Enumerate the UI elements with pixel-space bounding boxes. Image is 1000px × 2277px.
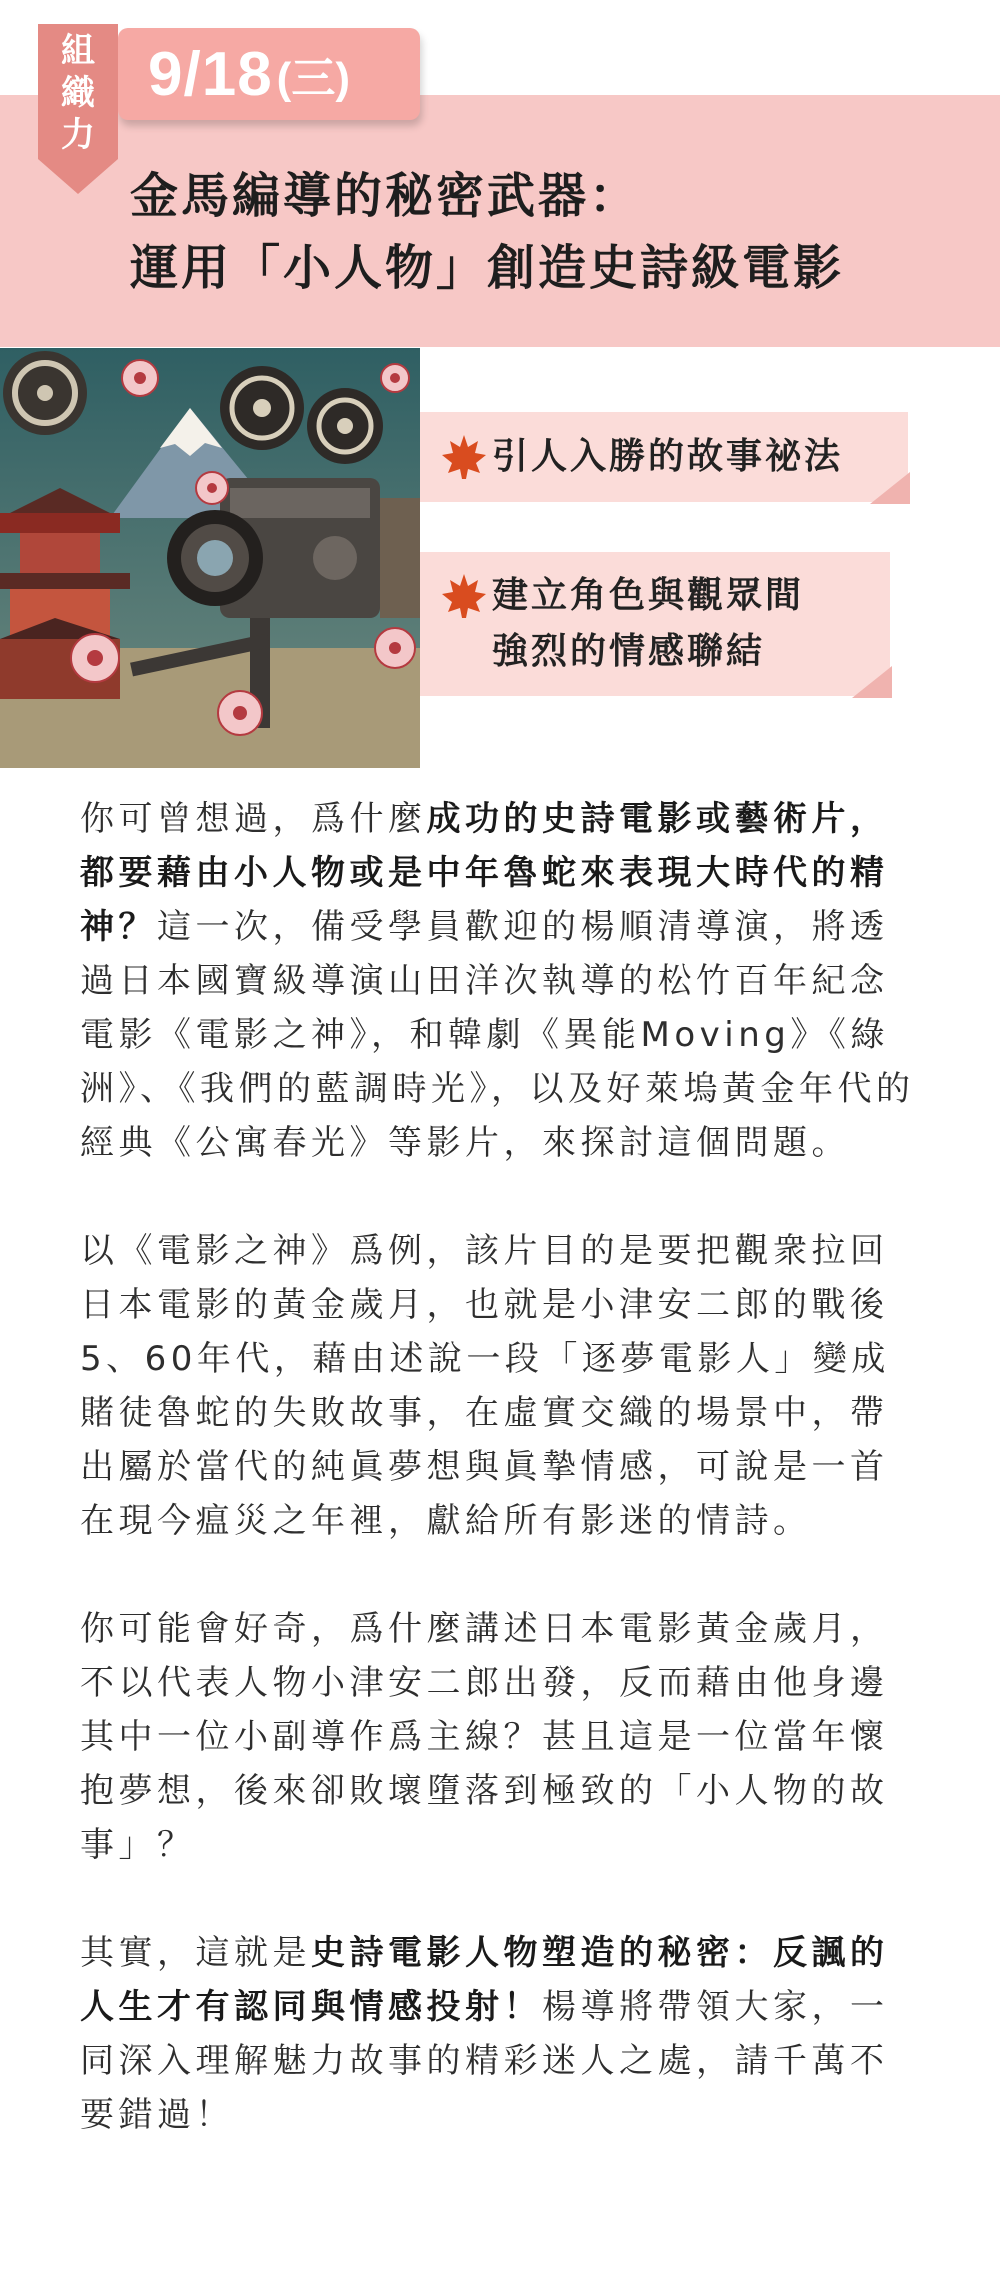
date-day: 9/18	[148, 39, 273, 109]
date-weekday: (三)	[276, 54, 350, 103]
page-title	[130, 160, 844, 304]
emphasis-text: 成功的史詩電影或藝術片，都要藉由小人物或是中年魯蛇來表現大時代的精神？	[80, 799, 889, 947]
key-point-text-line-1: 建立角色與觀眾間	[492, 575, 805, 616]
date-tab	[118, 28, 420, 120]
maple-leaf-icon	[440, 433, 488, 481]
title-line-2: 運用「小人物」創造史詩級電影	[130, 240, 845, 296]
ribbon-char: 織	[61, 73, 95, 113]
paragraph-2: 以《電影之神》爲例，該片目的是要把觀衆拉回日本電影的黃金歲月，也就是小津安二郎的戰後5、60年代，藉由述說一段「逐夢電影人」變成賭徒魯蛇的失敗故事，在虛實交織的場景中，帶出屬於當代的純眞夢想與眞摯情感，可說是一首在現今瘟災之年裡，獻給所有影迷的情詩。	[80, 1231, 890, 1541]
text-span: 你可曾想過，爲什麼	[80, 799, 427, 839]
corner-fold	[870, 472, 910, 504]
maple-leaf-icon	[440, 572, 488, 620]
paragraph-3: 你可能會好奇，爲什麼講述日本電影黃金歲月，不以代表人物小津安二郎出發，反而藉由他身邊其中一位小副導作爲主線？甚且這是一位當年懷抱夢想，後來卻敗壞墮落到極致的「小人物的故事」？	[80, 1609, 889, 1865]
text-span: 其實，這就是	[80, 1933, 311, 1973]
paragraph-4	[80, 1926, 920, 2142]
key-point-text: 引人入勝的故事祕法	[492, 436, 844, 477]
title-line-1: 金馬編導的秘密武器：	[130, 168, 641, 224]
key-point-text-line-2: 強烈的情感聯結	[492, 631, 766, 672]
ribbon-char: 組	[61, 31, 95, 71]
corner-fold	[852, 666, 892, 698]
key-point-2	[420, 552, 890, 696]
film-camera-poster	[0, 348, 420, 768]
paragraph-1	[80, 792, 920, 1170]
ribbon-char: 力	[61, 115, 95, 155]
article-body	[80, 792, 920, 2196]
text-span: 楊導將帶領大家，一同深入理解魅力故事的精彩迷人之處，請千萬不要錯過！	[80, 1987, 889, 2135]
category-ribbon	[38, 24, 118, 194]
text-span: 這一次，備受學員歡迎的楊順清導演，將透過日本國寶級導演山田洋次執導的松竹百年紀念電影《電影之神》，和韓劇《異能Moving》《綠洲》、《我們的藍調時光》，以及好萊塢黃金年代的經典《公寓春光》等影片，來探討這個問題。	[80, 907, 915, 1163]
key-point-1	[420, 412, 908, 502]
emphasis-text: 史詩電影人物塑造的秘密：反諷的人生才有認同與情感投射！	[80, 1933, 889, 2027]
